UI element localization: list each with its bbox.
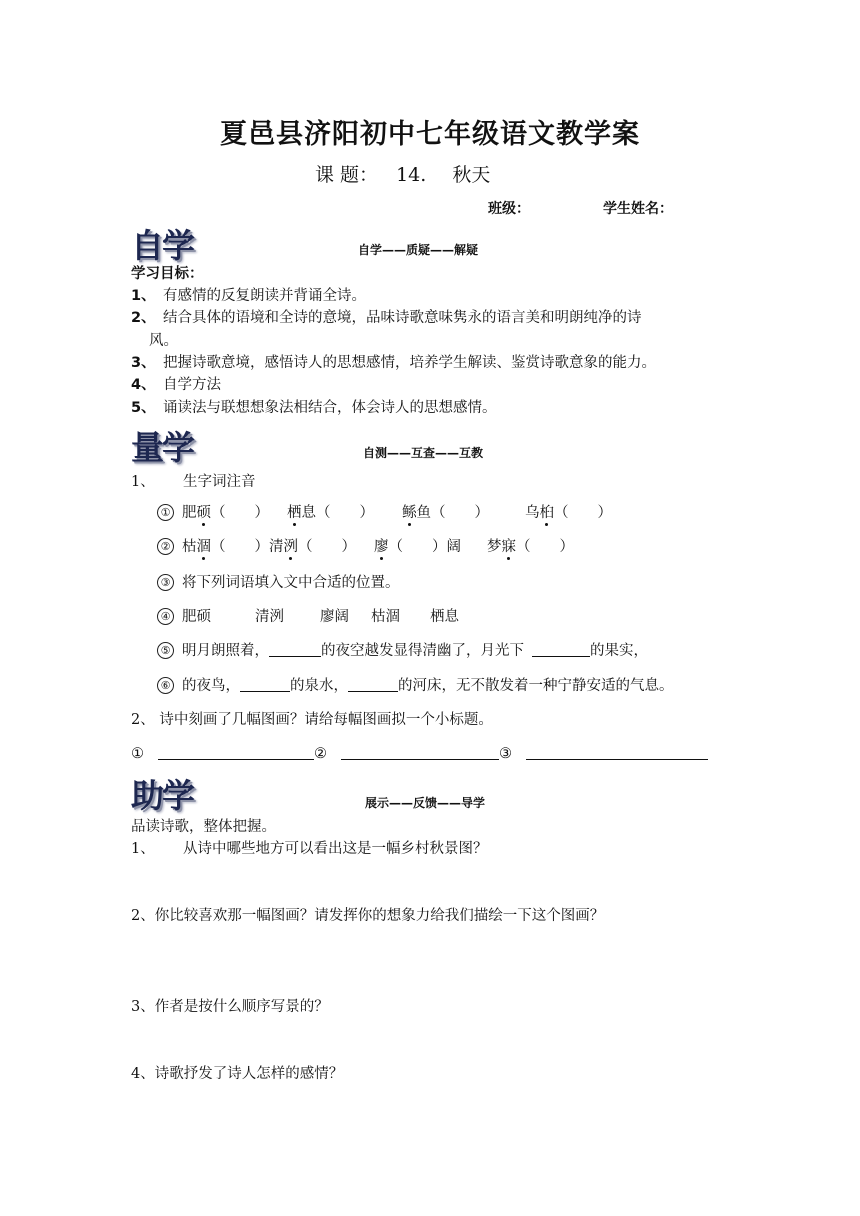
lesson-subtitle xyxy=(315,160,502,187)
section-liangxue-heading: 量学 xyxy=(131,428,193,467)
goal-item: 5、 诵读法与联想想象法相结合，体会诗人的思想感情。 xyxy=(131,400,497,416)
discussion-question-2: 2、你比较喜欢那一幅图画？请发挥你的想象力给我们描绘一下这个图画？ xyxy=(131,908,605,924)
student-name-label: 学生姓名： xyxy=(603,201,673,217)
goal-item: 2、 结合具体的语境和全诗的意境，品味诗歌意味隽永的语言美和明朗纯净的诗 xyxy=(131,310,642,326)
discussion-question-3: 3、作者是按什么顺序写景的？ xyxy=(131,999,329,1015)
fill-blank-row-1: ⑤ 明月朗照着， 的夜空越发显得清幽了，月光下 的果实， xyxy=(157,640,648,662)
section-intro: 品读诗歌，整体把握。 xyxy=(131,819,276,835)
subtitle-number: 14. xyxy=(396,164,427,186)
subtitle-topic: 秋天 xyxy=(452,164,491,186)
page-title: 夏邑县济阳初中七年级语文教学案 xyxy=(220,119,640,150)
question-1: 1、 生字词注音 xyxy=(131,474,256,490)
question-2: 2、 诗中刻画了几幅图画？请给每幅图画拟一个小标题。 xyxy=(131,712,493,728)
word-bank-row: ④ 肥硕 清洌 廖阔 枯涸 栖息 xyxy=(157,606,459,628)
goals-label: 学习目标： xyxy=(131,266,204,282)
section-zixue-heading: 自学 xyxy=(131,226,193,265)
section-zhuxue-heading: 助学 xyxy=(131,776,193,815)
goal-item: 4、 自学方法 xyxy=(131,377,221,393)
title-blanks-row: ① ② ③ xyxy=(131,743,708,765)
goal-item: 1、 有感情的反复朗读并背诵全诗。 xyxy=(131,288,366,304)
section-liangxue-subhead: 自测——互查——互教 xyxy=(363,446,484,460)
goal-item: 3、 把握诗歌意境，感悟诗人的思想感情，培养学生解读、鉴赏诗歌意象的能力。 xyxy=(131,355,656,371)
discussion-question-1: 1、 从诗中哪些地方可以看出这是一幅乡村秋景图？ xyxy=(131,841,488,857)
fill-blank-row-2: ⑥ 的夜鸟， 的泉水， 的河床，无不散发着一种宁静安适的气息。 xyxy=(157,675,674,697)
section-zhuxue-subhead: 展示——反馈——导学 xyxy=(365,796,486,810)
class-label: 班级： xyxy=(488,201,530,217)
discussion-question-4: 4、诗歌抒发了诗人怎样的感情？ xyxy=(131,1066,344,1082)
pinyin-row-1: ① 肥硕（ ） 栖息（ ） 鲧鱼（ ） 乌桕（ ） xyxy=(157,502,612,524)
instruction-row: ③ 将下列词语填入文中合适的位置。 xyxy=(157,572,400,594)
pinyin-row-2: ② 枯涸（ ）清洌（ ） 廖（ ）阔 梦寐（ ） xyxy=(157,536,574,558)
subtitle-label: 课 题： xyxy=(315,164,379,186)
goal-item-cont: 风。 xyxy=(149,333,178,349)
section-zixue-subhead: 自学——质疑——解疑 xyxy=(358,243,479,257)
